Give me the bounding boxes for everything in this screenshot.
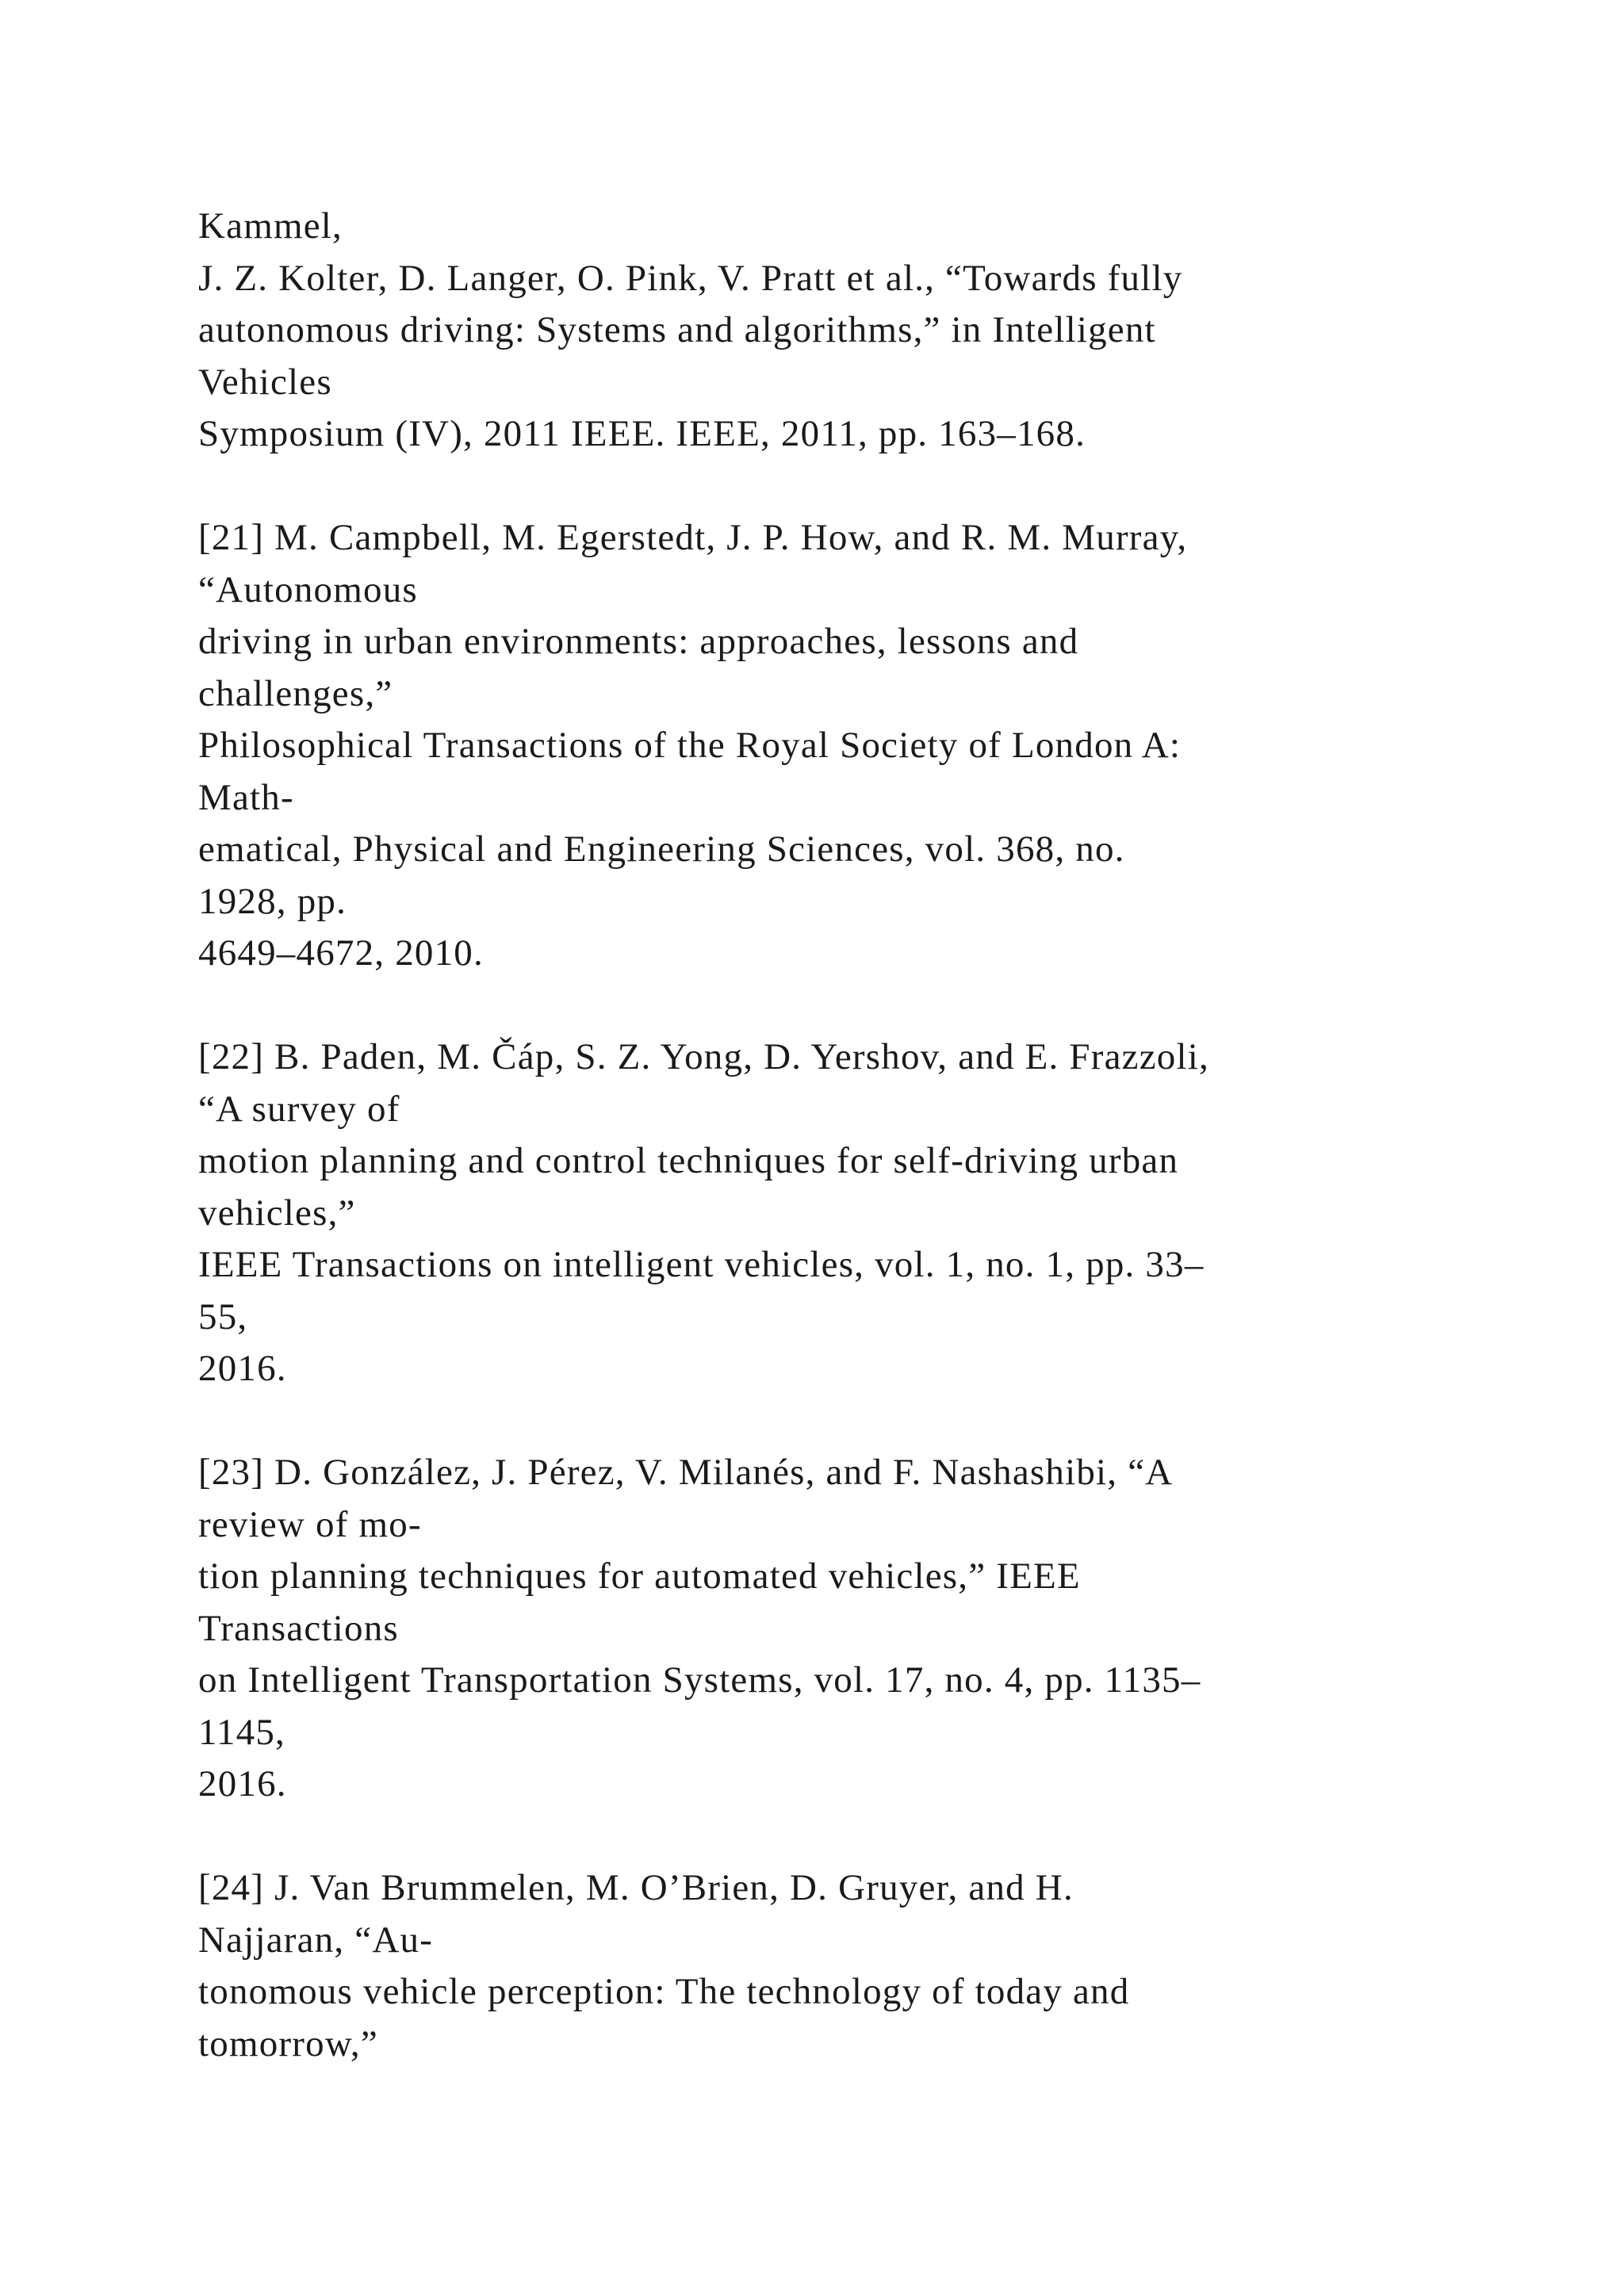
reference-22 [198, 1031, 1546, 1395]
reference-spacer [198, 980, 1546, 1032]
reference-line: motion planning and control techniques for self-driving urban [198, 1140, 1179, 1181]
reference-line: driving in urban environments: approaches, lessons and [198, 621, 1079, 662]
reference-line: on Intelligent Transportation Systems, vol. 17, no. 4, pp. 1135– [198, 1659, 1201, 1701]
reference-line: 1928, pp. [198, 880, 347, 922]
reference-line: Kammel, [198, 205, 343, 247]
reference-line: [22] B. Paden, M. Čáp, S. Z. Yong, D. Yershov, and E. Frazzoli, [198, 1036, 1209, 1077]
reference-line: autonomous driving: Systems and algorithms,” in Intelligent [198, 309, 1156, 350]
reference-line: challenges,” [198, 672, 393, 714]
reference-line: 2016. [198, 1763, 287, 1804]
reference-line: Symposium (IV), 2011 IEEE. IEEE, 2011, pp. 163–168. [198, 413, 1086, 454]
reference-line: tonomous vehicle perception: The technology of today and [198, 1971, 1130, 2012]
reference-line: 2016. [198, 1348, 287, 1389]
reference-line: 55, [198, 1295, 248, 1337]
reference-line: vehicles,” [198, 1192, 356, 1234]
reference-line: “Autonomous [198, 568, 418, 610]
reference-line: [21] M. Campbell, M. Egerstedt, J. P. How, and R. M. Murray, [198, 517, 1188, 558]
reference-21 [198, 512, 1546, 980]
reference-line: tomorrow,” [198, 2022, 378, 2064]
reference-spacer [198, 1811, 1546, 1863]
reference-line: [24] J. Van Brummelen, M. O’Brien, D. Gruyer, and H. [198, 1867, 1074, 1908]
reference-24 [198, 1862, 1546, 2070]
reference-line: 4649–4672, 2010. [198, 932, 484, 974]
reference-line: 1145, [198, 1711, 286, 1753]
reference-spacer [198, 461, 1546, 513]
reference-line: review of mo- [198, 1503, 422, 1545]
reference-line: Najjaran, “Au- [198, 1919, 434, 1961]
reference-spacer [198, 1395, 1546, 1448]
reference-23 [198, 1447, 1546, 1811]
reference-line: Vehicles [198, 361, 332, 403]
reference-list [198, 201, 1546, 2070]
reference-line: ematical, Physical and Engineering Sciences, vol. 368, no. [198, 828, 1125, 870]
reference-line: Transactions [198, 1607, 399, 1649]
reference-line: IEEE Transactions on intelligent vehicles, vol. 1, no. 1, pp. 33– [198, 1244, 1205, 1285]
reference-line: J. Z. Kolter, D. Langer, O. Pink, V. Pratt et al., “Towards fully [198, 257, 1183, 299]
reference-line: “A survey of [198, 1088, 400, 1130]
reference-line: Math- [198, 776, 294, 818]
reference-line: [23] D. González, J. Pérez, V. Milanés, and F. Nashashibi, “A [198, 1452, 1174, 1493]
reference-20-continuation [198, 201, 1546, 461]
reference-line: tion planning techniques for automated vehicles,” IEEE [198, 1556, 1081, 1597]
reference-line: Philosophical Transactions of the Royal Society of London A: [198, 725, 1182, 766]
